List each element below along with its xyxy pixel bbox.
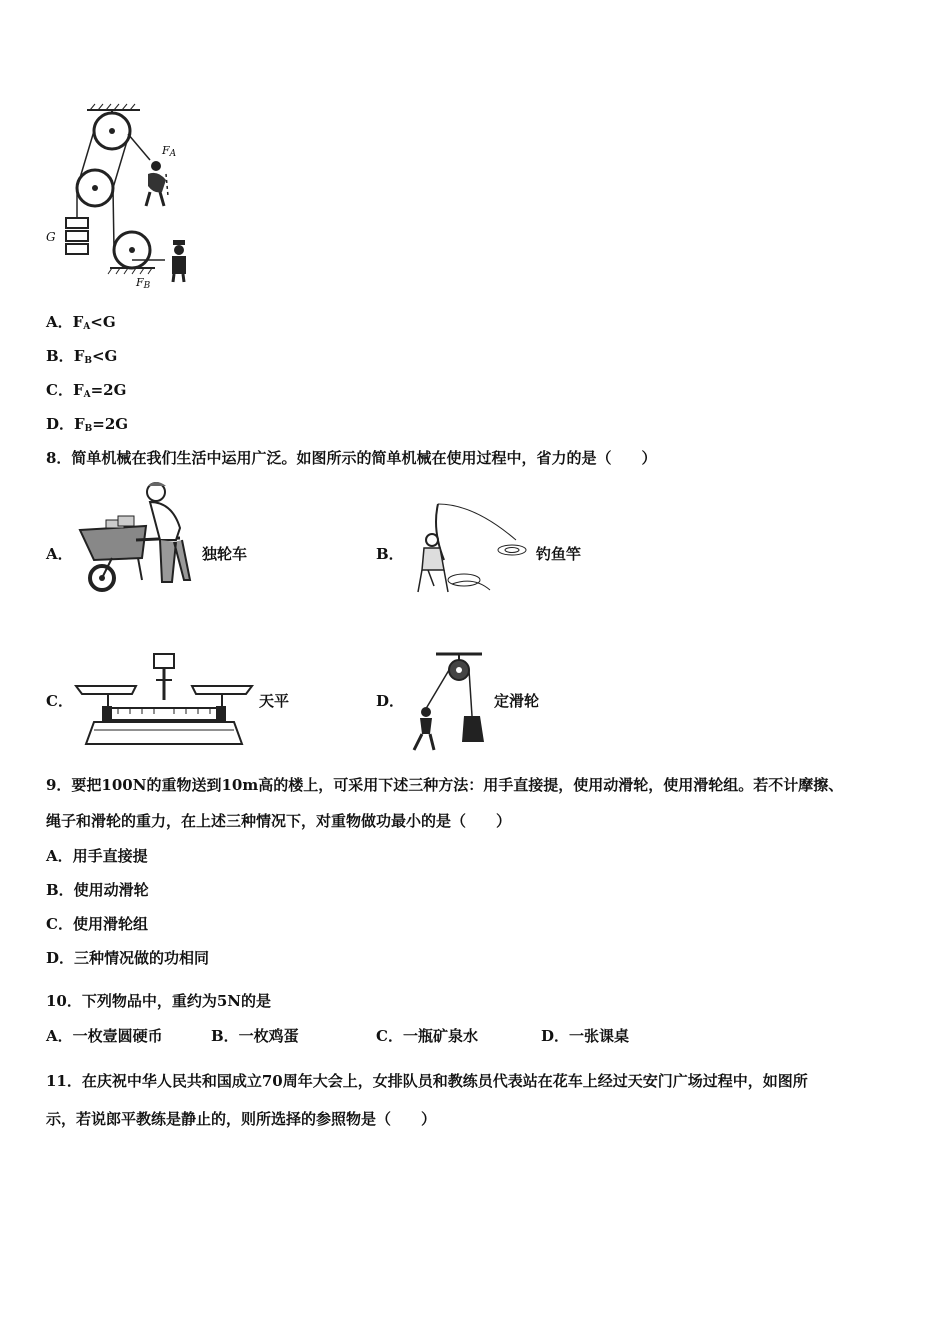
fixed-pulley-figure <box>404 650 494 756</box>
q8-option-b-letter[interactable]: B． <box>376 545 404 563</box>
force-a-label: $F_A$ <box>162 144 177 159</box>
q8-option-b-label[interactable]: 钓鱼竿 <box>536 545 582 563</box>
fixed-pulley-drawing <box>404 650 494 756</box>
q8-option-d-letter[interactable]: D． <box>376 692 405 710</box>
pulley-system-drawing <box>40 100 200 300</box>
q8-option-a-label[interactable]: 独轮车 <box>202 545 248 563</box>
balance-scale-drawing <box>74 650 254 748</box>
q7-option-b[interactable]: B．$F_B<G$ <box>46 347 118 366</box>
q8-option-a-letter[interactable]: A． <box>46 545 73 563</box>
q8-option-c-letter[interactable]: C． <box>46 692 73 710</box>
q7-option-c[interactable]: C．$F_A=2G$ <box>46 381 127 400</box>
q8-option-d-label[interactable]: 定滑轮 <box>494 692 540 710</box>
fishing-rod-drawing <box>404 500 534 600</box>
q10-stem: 10．下列物品中，重约为5N的是 <box>46 992 272 1010</box>
wheelbarrow-figure <box>76 480 196 595</box>
q8-option-c-label[interactable]: 天平 <box>259 692 290 710</box>
pulley-system-figure <box>40 100 200 300</box>
q9-option-d[interactable]: D．三种情况做的功相同 <box>46 949 210 967</box>
q10-option-c[interactable]: C．一瓶矿泉水 <box>376 1027 478 1045</box>
q10-option-a[interactable]: A．一枚壹圆硬币 <box>46 1027 163 1045</box>
q11-stem-line1: 11．在庆祝中华人民共和国成立70周年大会上，女排队员和教练员代表站在花车上经过天安门广场过程中，如图所 <box>46 1072 808 1090</box>
q10-option-d[interactable]: D．一张课桌 <box>541 1027 630 1045</box>
q7-option-d[interactable]: D．$F_B=2G$ <box>46 415 129 434</box>
weight-g-label: G <box>46 230 56 244</box>
q9-stem-line1: 9．要把100N的重物送到10m高的楼上，可采用下述三种方法：用手直接提，使用动滑轮，使用滑轮组。若不计摩擦、 <box>46 776 844 794</box>
balance-scale-figure <box>74 650 254 748</box>
q9-option-a[interactable]: A．用手直接提 <box>46 847 148 865</box>
q9-stem-line2: 绳子和滑轮的重力，在上述三种情况下，对重物做功最小的是（ ） <box>46 812 512 830</box>
q11-stem-line2: 示，若说郎平教练是静止的，则所选择的参照物是（ ） <box>46 1110 437 1128</box>
force-b-label: $F_B$ <box>136 276 151 291</box>
q9-option-b[interactable]: B．使用动滑轮 <box>46 881 149 899</box>
q8-stem: 8．简单机械在我们生活中运用广泛。如图所示的简单机械在使用过程中，省力的是（ ） <box>46 449 657 467</box>
wheelbarrow-drawing <box>76 480 196 595</box>
q10-option-b[interactable]: B．一枚鸡蛋 <box>211 1027 299 1045</box>
q7-option-a[interactable]: A．$F_A<G$ <box>46 313 116 332</box>
fishing-rod-figure <box>404 500 534 600</box>
q9-option-c[interactable]: C．使用滑轮组 <box>46 915 148 933</box>
